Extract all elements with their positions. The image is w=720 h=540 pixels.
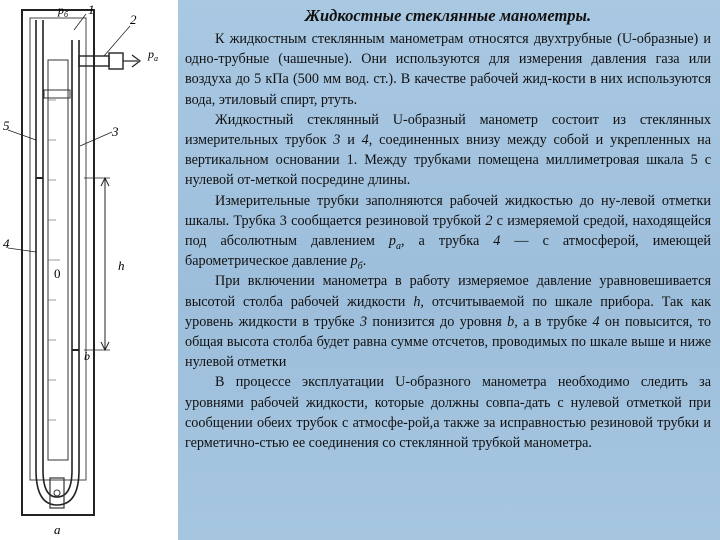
paragraph-4: При включении манометра в работу измеряемое давление уравновешивается высотой столба рабочей жидкости h, отсчитываемой по шкале прибора. Так как уровень жидкости в трубке 3 понизится до уровня b, а в трубке 4 он повысится, то общая высота столба будет равна сумме отсчетов, проводимых по шкале выше и ниже нулевой отметки (185, 273, 711, 371)
label-pb: $p_б$ (58, 3, 69, 19)
u-bend-inner (43, 470, 72, 497)
connector-nozzle (109, 53, 123, 69)
label-pa: $p_a$ (148, 47, 158, 63)
manometer-figure (0, 0, 178, 540)
paragraph-3: Измерительные трубки заполняются рабочей жидкостью до ну-левой отметки шкалы. Трубка 3 сообщается резиновой трубкой 2 с измеряемой средой, находящейся под абсолютным давлением $p_а$, а трубка 4 — с атмосферой, имеющей барометрическое давление $р_б$. (185, 192, 712, 273)
label-3: 3 (112, 124, 119, 139)
paragraph-2: Жидкостный стеклянный U-образный манометр состоит из стеклянных измерительных трубок 3 и 4, соединенных внизу между собой и укрепленных на вертикальном основании 1. Между трубками помещена миллиметровая шкала 5 с нулевой от-меткой посредине длины. (185, 111, 711, 189)
paragraph-1: К жидкостным стеклянным манометрам относятся двухтрубные (U-образные) и одно-трубные (чашечные). Они используются для измерения давления газа или воздуха до 5 кПа (500 мм вод. ст.). В качестве рабочей жид-кости в них используются вода, этиловый спирт, ртуть. (185, 31, 711, 108)
clamp-screw (54, 490, 60, 496)
base-board-inner (30, 18, 86, 480)
label-zero: 0 (54, 266, 61, 281)
label-4: 4 (3, 236, 10, 251)
label-a: a (54, 522, 61, 537)
label-h: h (118, 258, 125, 273)
paragraph-5: В процессе эксплуатации U-образного манометра необходимо следить за уровнями рабочей жидкости, которые должны совпа-дать с нулевой отметкой при сообщении обеих трубок с атмосфе-рой,а также за исправностью резиновой трубки и герметично-стью ее соединения со стеклянной трубкой манометра. (185, 374, 711, 452)
scale-ticks (48, 100, 60, 420)
clamp-bottom (50, 478, 64, 508)
label-2: 2 (130, 12, 137, 27)
slide-title: Жидкостные стеклянные манометры. (304, 6, 592, 25)
base-board (22, 10, 94, 515)
label-b: b (84, 349, 90, 363)
label-5: 5 (3, 118, 10, 133)
manometer-drawing (0, 0, 178, 540)
label-1: 1 (88, 2, 95, 17)
text-panel (185, 6, 711, 453)
body-text (185, 29, 711, 453)
